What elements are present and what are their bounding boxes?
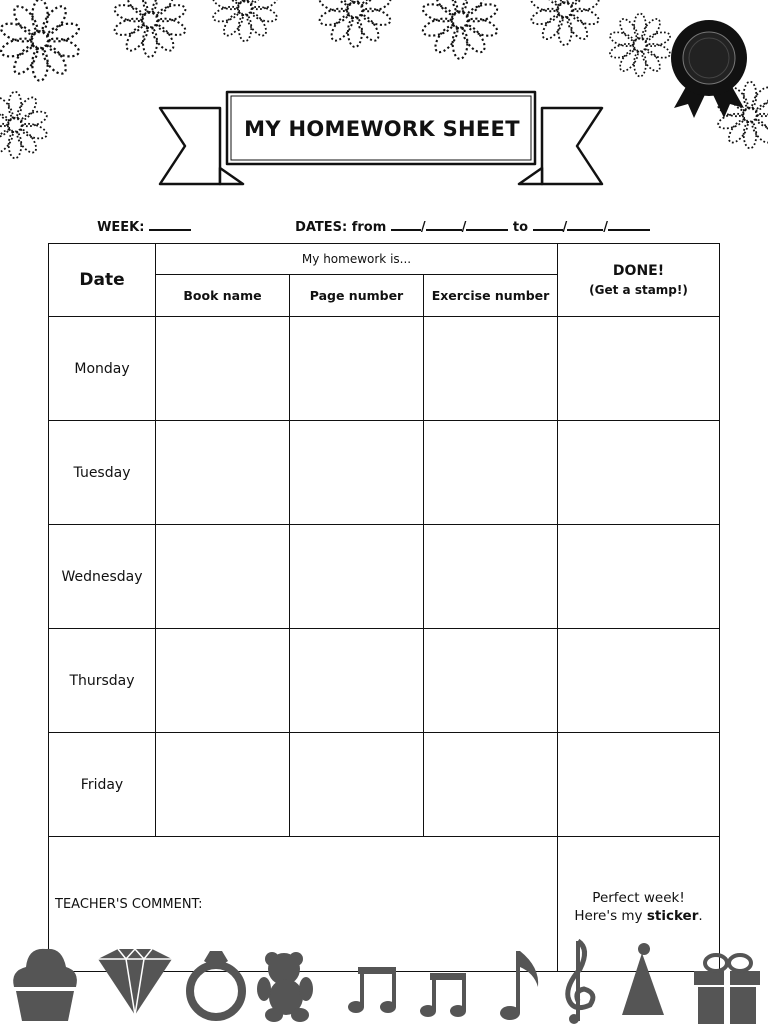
done-stamp-cell[interactable] — [558, 525, 720, 629]
sticker-text-bold: sticker — [646, 908, 699, 924]
table-row — [49, 525, 720, 629]
exercise-number-cell[interactable] — [424, 733, 558, 837]
beamed-notes-icon — [348, 967, 396, 1013]
column-header-exercise-number: Exercise number — [424, 275, 558, 317]
from-year-blank[interactable] — [466, 215, 508, 231]
dates-label: DATES: from — [295, 220, 387, 235]
day-label-monday: Monday — [49, 317, 156, 421]
gift-box-icon — [694, 955, 760, 1024]
perfect-week-text: Perfect week! — [592, 890, 685, 906]
day-label-friday: Friday — [49, 733, 156, 837]
ring-icon — [190, 951, 242, 1017]
done-header — [558, 244, 720, 317]
date-header: Date — [49, 244, 156, 317]
rosette-icon — [664, 16, 754, 120]
book-name-cell[interactable] — [156, 629, 290, 733]
beamed-notes-icon — [420, 973, 466, 1017]
done-stamp-cell[interactable] — [558, 317, 720, 421]
from-day-blank[interactable] — [391, 215, 421, 231]
exercise-number-cell[interactable] — [424, 525, 558, 629]
diamond-icon — [98, 949, 172, 1015]
to-year-blank[interactable] — [608, 215, 650, 231]
homework-table — [48, 243, 720, 972]
page-number-cell[interactable] — [290, 525, 424, 629]
teddy-bear-icon — [257, 952, 313, 1022]
cupcake-icon — [13, 949, 77, 1021]
book-name-cell[interactable] — [156, 525, 290, 629]
eighth-note-icon — [500, 951, 538, 1020]
week-label: WEEK: — [97, 220, 145, 235]
table-row — [49, 317, 720, 421]
column-header-page-number: Page number — [290, 275, 424, 317]
page-number-cell[interactable] — [290, 733, 424, 837]
date-separator: / — [420, 220, 426, 235]
date-separator: / — [603, 220, 609, 235]
party-hat-icon — [622, 943, 664, 1015]
week-blank[interactable] — [149, 215, 191, 231]
day-label-tuesday: Tuesday — [49, 421, 156, 525]
date-separator: / — [461, 220, 467, 235]
week-field[interactable] — [88, 200, 191, 235]
column-header-book-name: Book name — [156, 275, 290, 317]
table-row — [49, 421, 720, 525]
page-title: MY HOMEWORK SHEET — [244, 117, 520, 141]
date-separator: / — [562, 220, 568, 235]
table-row — [49, 629, 720, 733]
exercise-number-cell[interactable] — [424, 421, 558, 525]
to-day-blank[interactable] — [533, 215, 563, 231]
day-label-wednesday: Wednesday — [49, 525, 156, 629]
done-stamp-cell[interactable] — [558, 629, 720, 733]
done-stamp-cell[interactable] — [558, 421, 720, 525]
sticker-text-suffix: . — [698, 908, 703, 924]
day-label-thursday: Thursday — [49, 629, 156, 733]
done-stamp-cell[interactable] — [558, 733, 720, 837]
dates-to-label: to — [512, 220, 529, 235]
page-number-cell[interactable] — [290, 421, 424, 525]
done-subtitle: (Get a stamp!) — [589, 283, 688, 297]
book-name-cell[interactable] — [156, 421, 290, 525]
to-month-blank[interactable] — [567, 215, 603, 231]
book-name-cell[interactable] — [156, 317, 290, 421]
from-month-blank[interactable] — [426, 215, 462, 231]
page-number-cell[interactable] — [290, 629, 424, 733]
book-name-cell[interactable] — [156, 733, 290, 837]
dates-field[interactable] — [286, 200, 650, 235]
treble-clef-icon — [568, 941, 593, 1024]
icon-border-bottom — [0, 935, 768, 1024]
table-row — [49, 733, 720, 837]
page-number-cell[interactable] — [290, 317, 424, 421]
exercise-number-cell[interactable] — [424, 317, 558, 421]
sticker-text-prefix: Here's my — [574, 908, 647, 924]
done-title: DONE! — [612, 263, 665, 279]
homework-header: My homework is... — [156, 244, 558, 275]
exercise-number-cell[interactable] — [424, 629, 558, 733]
teacher-comment-label: TEACHER'S COMMENT: — [55, 896, 203, 912]
